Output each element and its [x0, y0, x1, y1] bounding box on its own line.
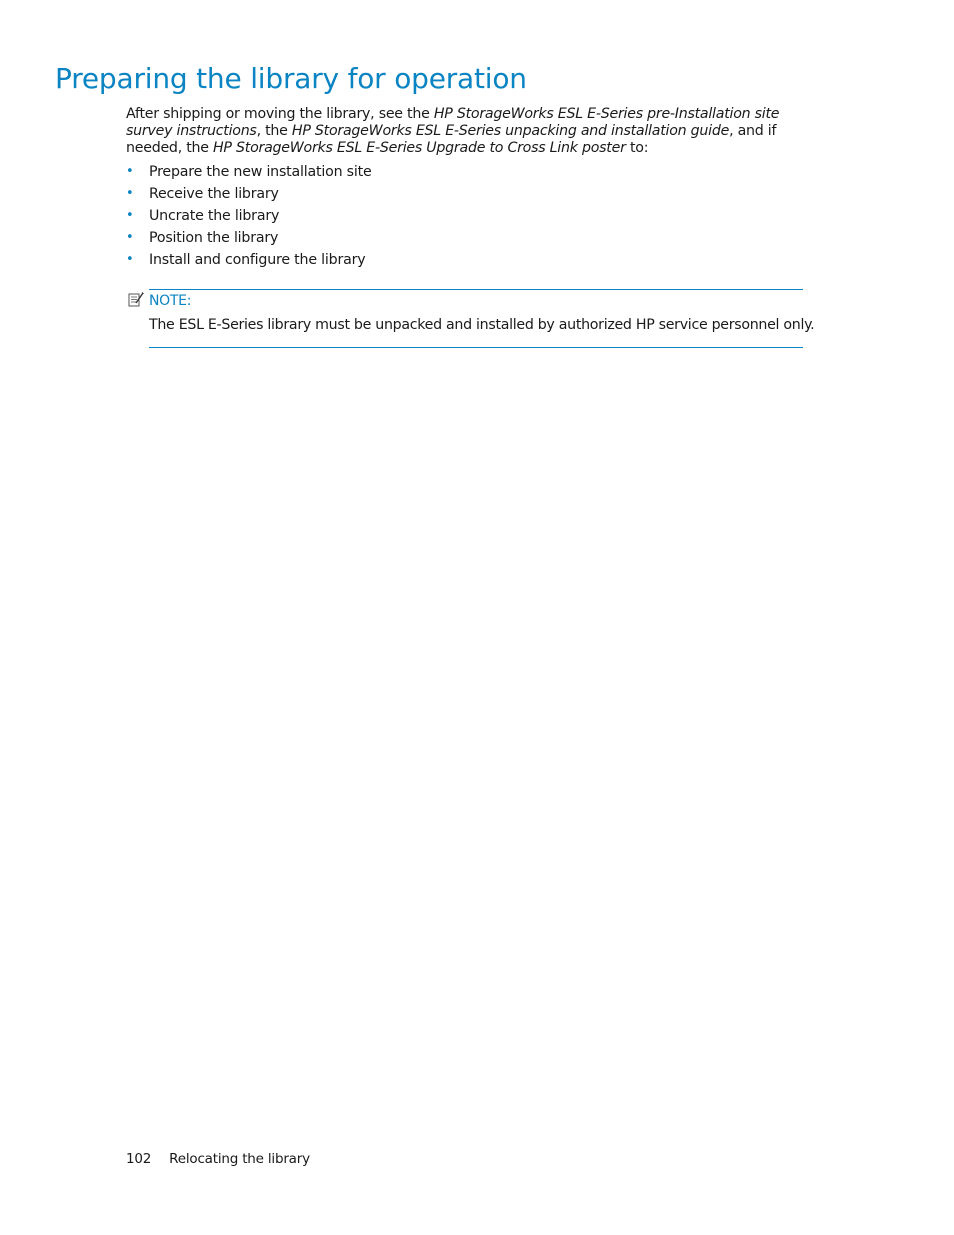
list-item [126, 249, 372, 271]
intro-text-2: , the [256, 123, 292, 139]
bullet-icon: • [126, 208, 134, 223]
doc-title-site-survey: HP StorageWorks ESL E-Series pre-Installation site survey instructions [126, 106, 780, 139]
doc-title-unpacking-guide: HP StorageWorks ESL E-Series unpacking and installation guide [291, 123, 730, 139]
bullet-icon: • [126, 186, 134, 201]
intro-paragraph [126, 106, 816, 157]
list-item [126, 205, 372, 227]
note-text: The ESL E-Series library must be unpacked and installed by authorized HP service personnel only. [149, 317, 815, 333]
page-number: 102 [126, 1151, 152, 1167]
note-label: NOTE: [149, 293, 192, 309]
list-item-text: Uncrate the library [149, 208, 280, 224]
list-item [126, 161, 372, 183]
note-icon [128, 292, 144, 307]
intro-text-1: After shipping or moving the library, see the [126, 106, 434, 122]
footer-section-title: Relocating the library [169, 1151, 310, 1167]
note-bottom-divider [149, 347, 803, 348]
list-item [126, 183, 372, 205]
bullet-icon: • [126, 230, 134, 245]
list-item-text: Install and configure the library [149, 252, 366, 268]
doc-title-upgrade-poster: HP StorageWorks ESL E-Series Upgrade to Cross Link poster [213, 140, 626, 156]
intro-text-3: , and if needed, the [126, 123, 777, 156]
list-item-text: Prepare the new installation site [149, 164, 372, 180]
bullet-icon: • [126, 252, 134, 267]
note-top-divider [149, 289, 803, 290]
page-heading: Preparing the library for operation [55, 62, 527, 95]
task-list [126, 161, 372, 271]
list-item-text: Receive the library [149, 186, 279, 202]
list-item-text: Position the library [149, 230, 279, 246]
intro-text-4: to: [625, 140, 649, 156]
page-footer [126, 1150, 310, 1168]
bullet-icon: • [126, 164, 134, 179]
list-item [126, 227, 372, 249]
